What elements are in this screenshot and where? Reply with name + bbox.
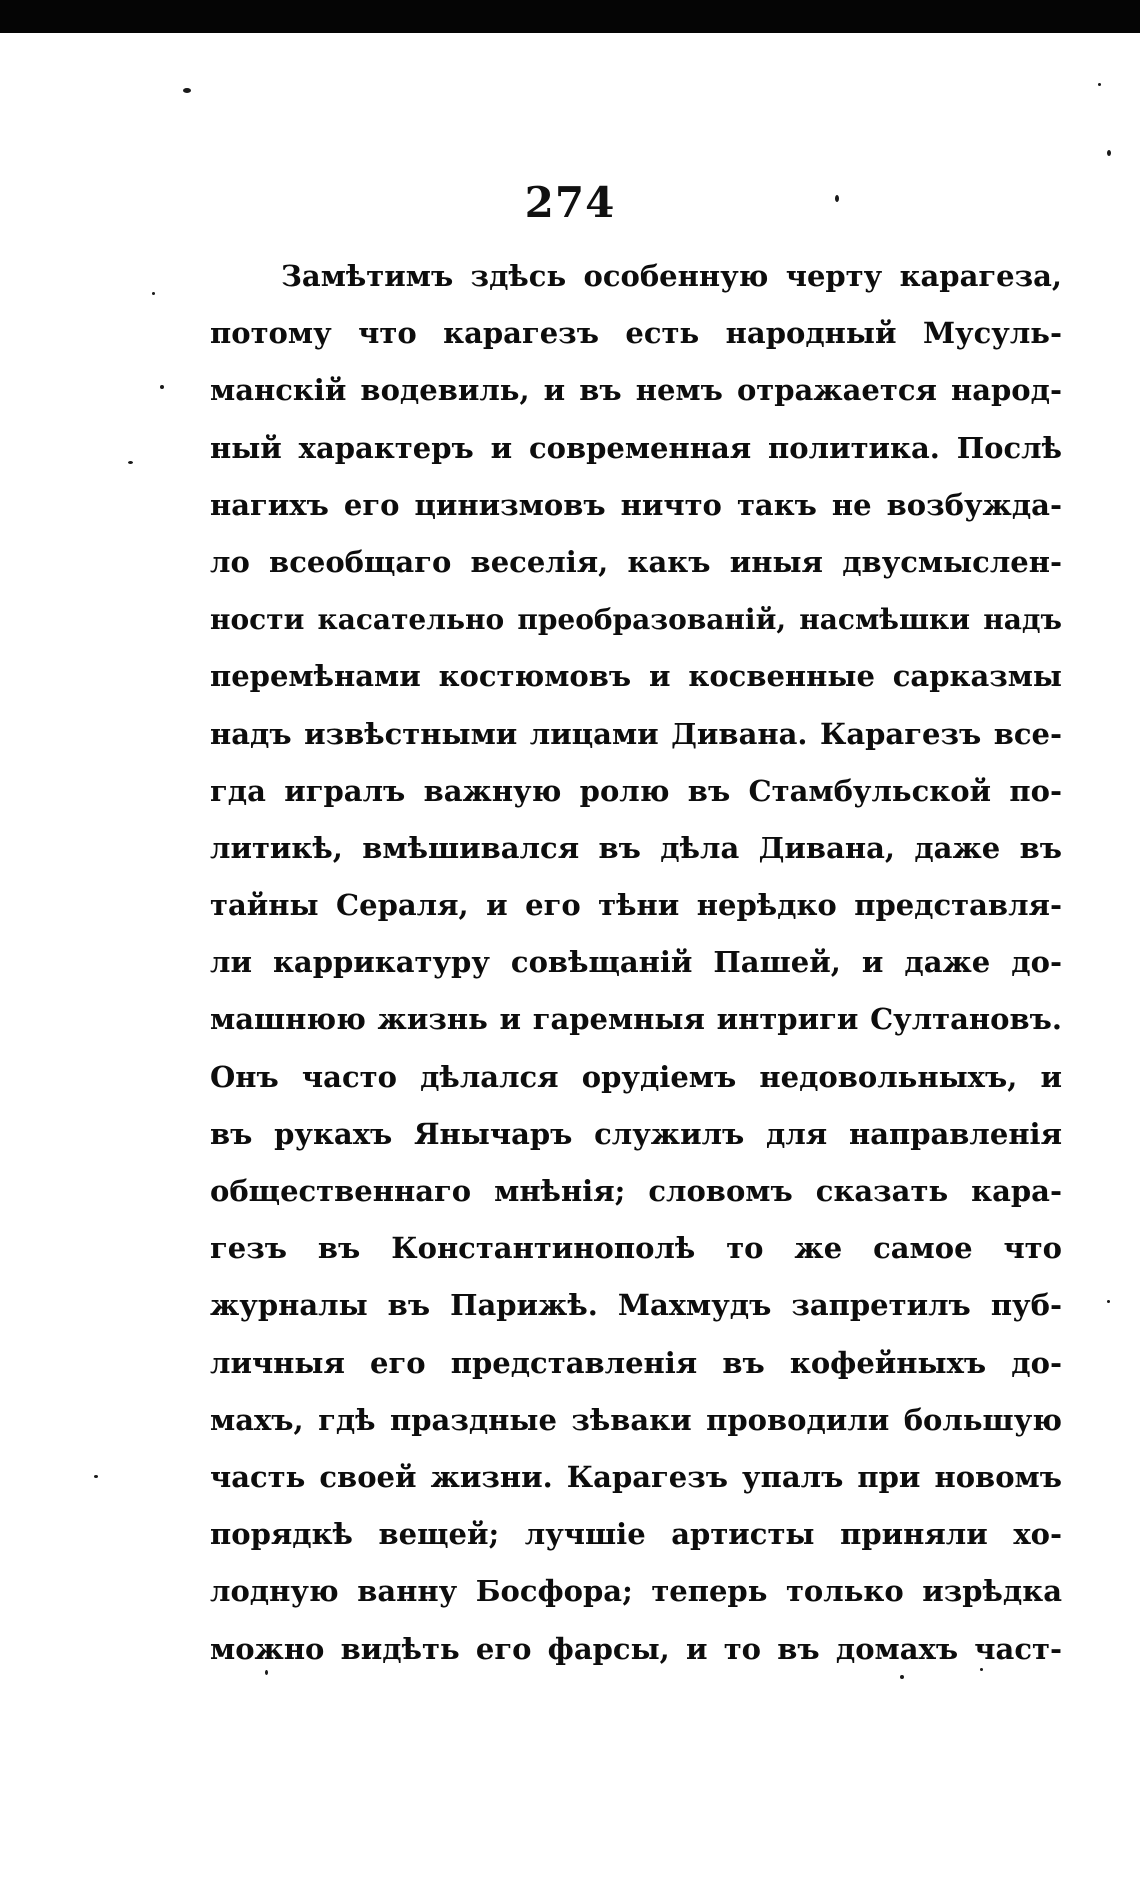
scan-speck: [128, 461, 133, 464]
text-line: гда игралъ важную ролю въ Стамбульской по-: [210, 773, 1062, 808]
text-line: манскій водевиль, и въ немъ отражается народ-: [210, 373, 1062, 408]
text-line: Онъ часто дѣлался орудіемъ недовольныхъ, и: [210, 1059, 1062, 1094]
scan-speck: [1107, 1300, 1110, 1303]
text-line: журналы въ Парижѣ. Махмудъ запретилъ пуб-: [210, 1288, 1062, 1323]
scan-speck: [1107, 150, 1111, 156]
text-line: личныя его представленія въ кофейныхъ до-: [210, 1345, 1062, 1380]
text-line: ный характеръ и современная политика. Послѣ: [210, 430, 1062, 465]
text-line: Замѣтимъ здѣсь особенную черту карагеза,: [281, 259, 1062, 293]
text-line: ли каррикатуру совѣщаній Пашей, и даже до-: [210, 945, 1062, 980]
text-line: ло всеобщаго веселія, какъ иныя двусмыслен-: [210, 544, 1062, 579]
scan-speck: [900, 1675, 904, 1679]
text-line: нагихъ его цинизмовъ ничто такъ не возбужда-: [210, 487, 1062, 522]
scan-speck: [183, 88, 191, 93]
scan-speck: [152, 292, 155, 295]
text-line: лодную ванну Босфора; теперь только изрѣдка: [210, 1574, 1062, 1609]
text-line: машнюю жизнь и гаремныя интриги Султановъ.: [210, 1002, 1062, 1037]
text-line: махъ, гдѣ праздные зѣваки проводили большую: [210, 1402, 1062, 1437]
text-line: ности касательно преобразованій, насмѣшки надъ: [210, 603, 1062, 637]
scan-speck: [1098, 83, 1101, 86]
text-line: въ рукахъ Янычаръ служилъ для направленія: [210, 1116, 1062, 1151]
text-line: тайны Сераля, и его тѣни нерѣдко представля-: [210, 888, 1062, 923]
text-line: можно видѣть его фарсы, и то въ домахъ част-: [210, 1631, 1062, 1666]
scan-speck: [980, 1668, 983, 1671]
text-line: порядкѣ вещей; лучшіе артисты приняли хо-: [210, 1517, 1062, 1552]
body-text: [210, 248, 1062, 1678]
scan-speck: [835, 195, 839, 202]
top-border: [0, 0, 1140, 33]
page-number: 274: [524, 178, 616, 227]
scan-speck: [265, 1670, 268, 1675]
text-line: литикѣ, вмѣшивался въ дѣла Дивана, даже въ: [210, 830, 1062, 865]
text-line: общественнаго мнѣнія; словомъ сказать кара-: [210, 1174, 1062, 1208]
text-line: потому что карагезъ есть народный Мусуль-: [210, 316, 1062, 351]
text-line: надъ извѣстными лицами Дивана. Карагезъ все-: [210, 716, 1062, 751]
text-line: перемѣнами костюмовъ и косвенные сарказмы: [210, 659, 1062, 694]
text-line: гезъ въ Константинополѣ то же самое что: [210, 1231, 1062, 1266]
text-line: часть своей жизни. Карагезъ упалъ при новомъ: [210, 1459, 1062, 1494]
scan-speck: [94, 1475, 98, 1478]
scan-speck: [160, 385, 164, 389]
